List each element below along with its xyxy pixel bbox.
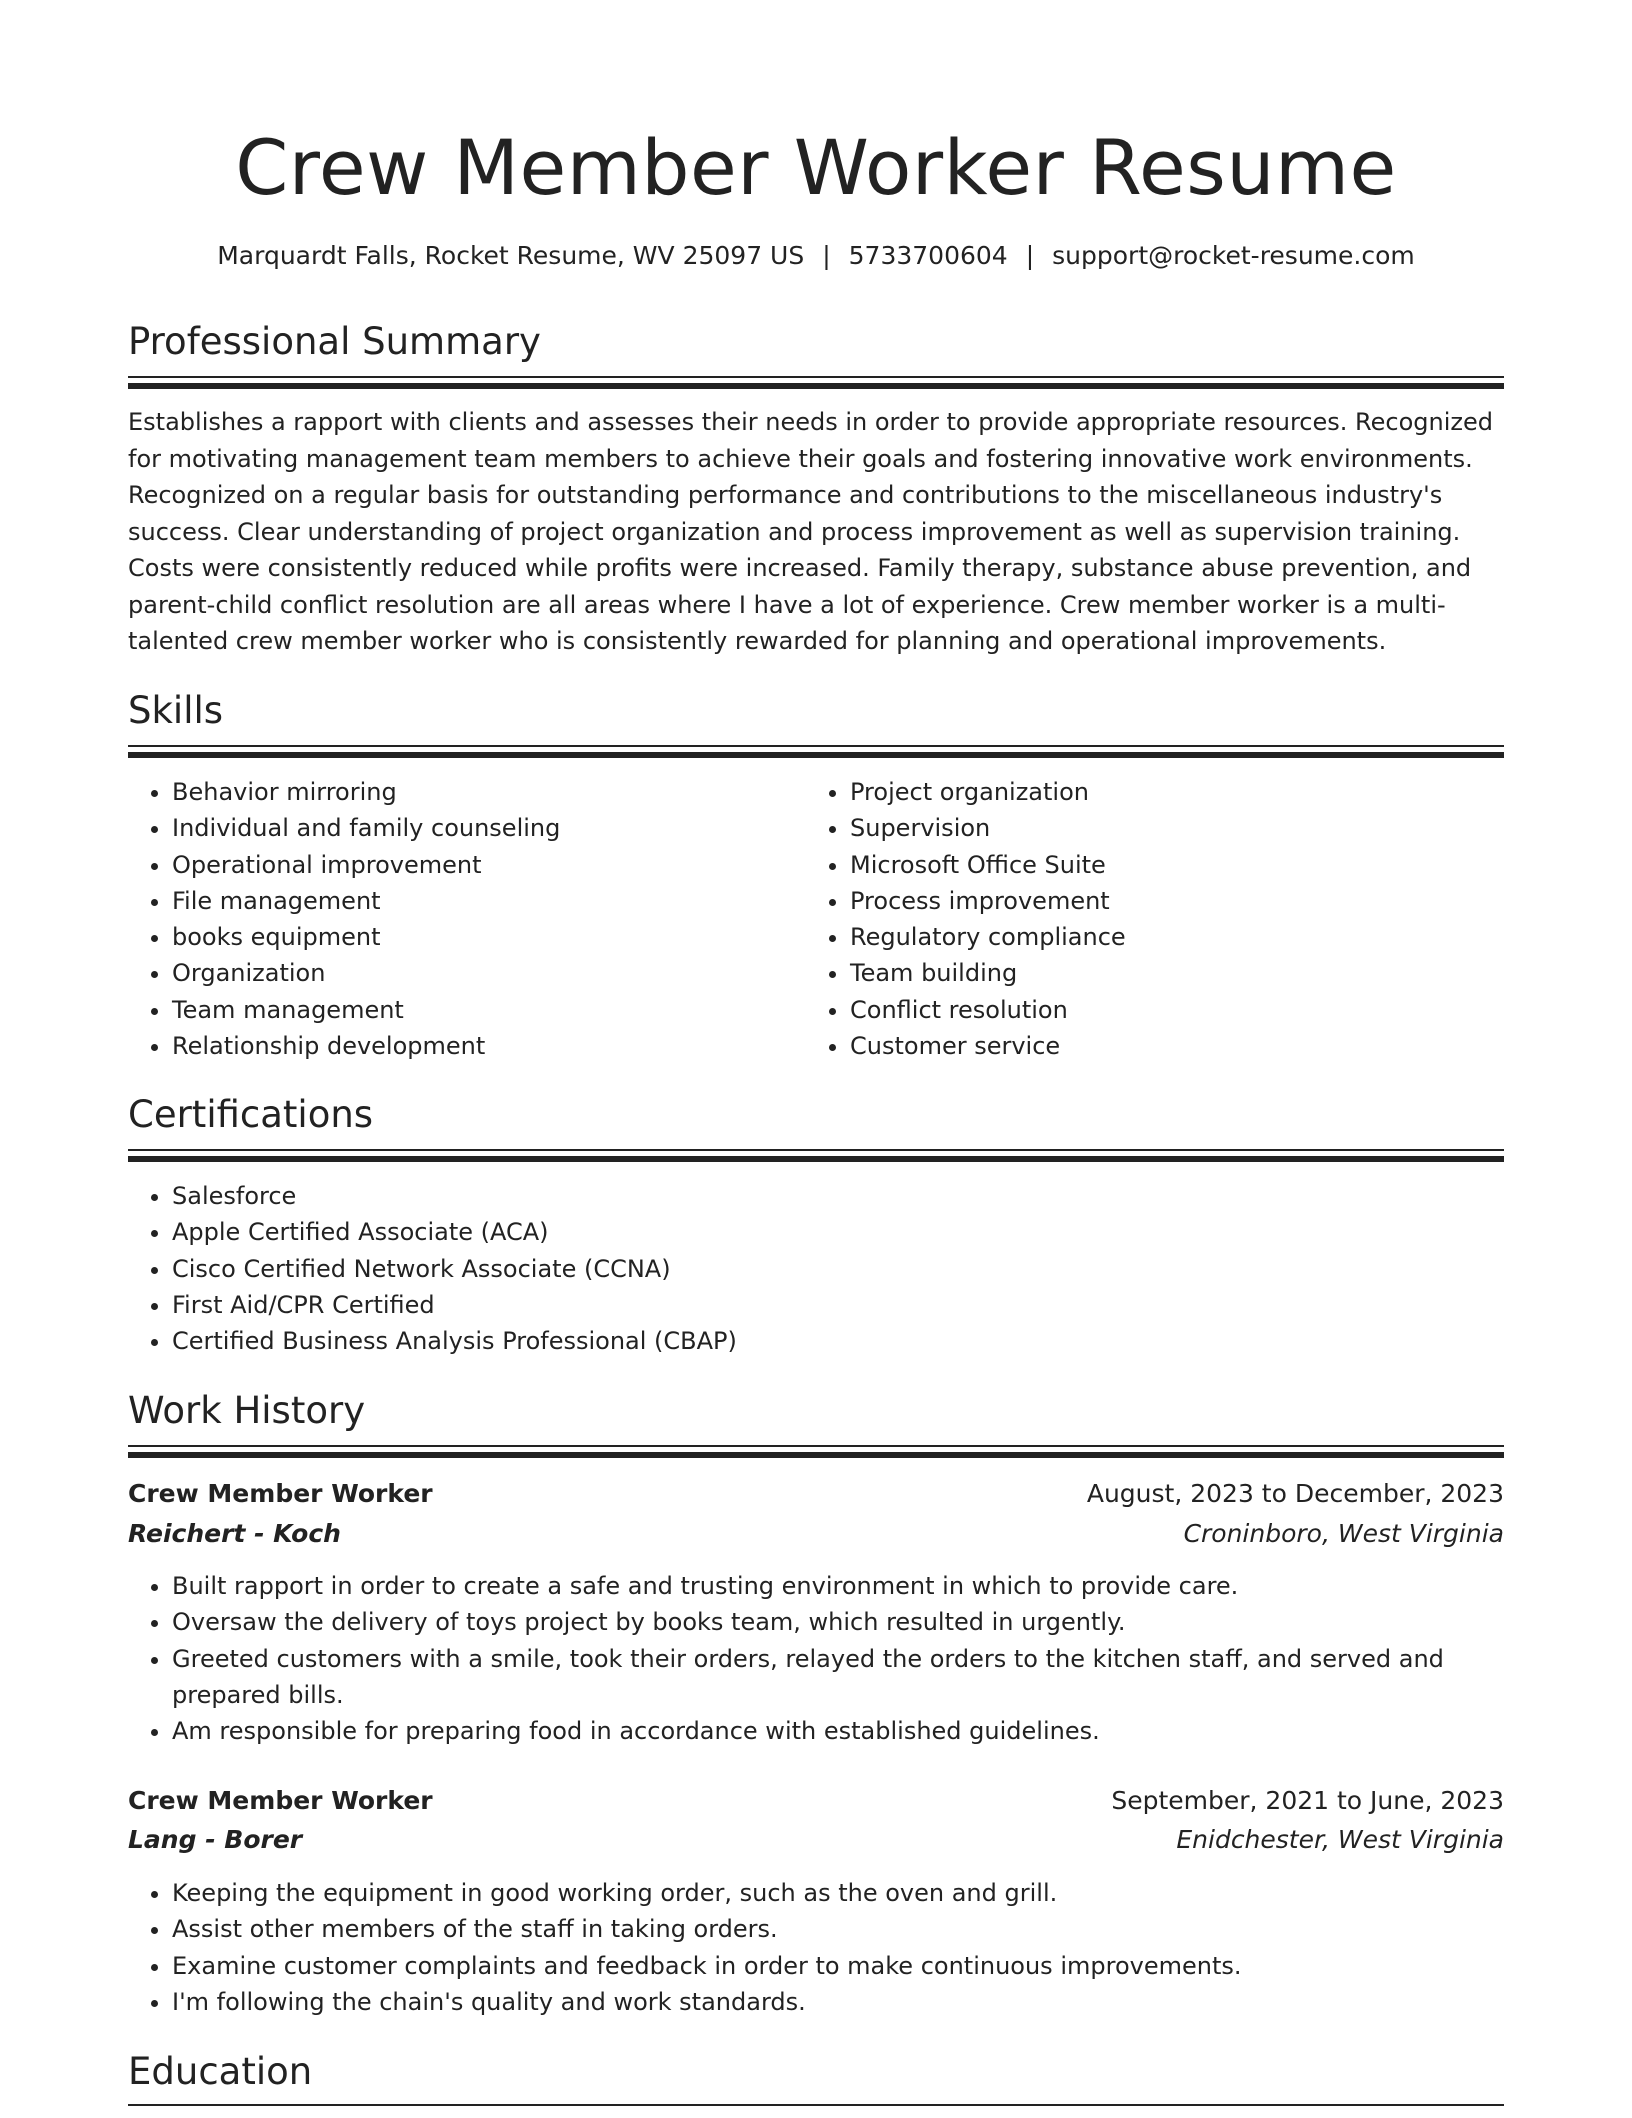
certification-item: • Apple Certified Associate (ACA) xyxy=(172,1214,1502,1250)
job-bullet: • Greeted customers with a smile, took their orders, relayed the orders to the kitchen staff, and served and prepared bills. xyxy=(172,1641,1504,1714)
skill-item: • Supervision xyxy=(850,810,1500,846)
skills-list-left xyxy=(128,774,802,1064)
contact-separator: | xyxy=(1025,241,1035,270)
contact-line xyxy=(128,236,1504,276)
skill-item: • Project organization xyxy=(850,774,1500,810)
job-bullets xyxy=(128,1568,1504,1749)
certification-item: • First Aid/CPR Certified xyxy=(172,1287,1502,1323)
job-title: Crew Member Worker xyxy=(128,1786,433,1815)
certifications-list xyxy=(128,1178,1502,1359)
skill-item: • Organization xyxy=(172,955,802,991)
skill-item: • Relationship development xyxy=(172,1028,802,1064)
section-divider xyxy=(128,1149,1504,1163)
contact-phone: 5733700604 xyxy=(848,241,1008,270)
job-bullet: • Assist other members of the staff in taking orders. xyxy=(172,1911,1504,1947)
skill-item: • books equipment xyxy=(172,919,802,955)
section-title-education: Education xyxy=(128,2050,313,2093)
skill-item: • Conflict resolution xyxy=(850,992,1500,1028)
summary-text: Establishes a rapport with clients and assesses their needs in order to provide appropriate resources. Recognized for motivating management team members to achieve their goals and fostering innovative work environments. Recognized on a regular basis for outstanding performance and contributions to the miscellaneous industry's success. Clear understanding of project organization and process improvement as well as supervision training. Costs were consistently reduced while profits were increased. Family therapy, substance abuse prevention, and parent-child conflict resolution are all areas where I have a lot of experience. Crew member worker is a multi-talented crew member worker who is consistently rewarded for planning and operational improvements. xyxy=(128,408,1493,655)
job-location: Croninboro, West Virginia xyxy=(1183,1519,1504,1548)
skill-item: • File management xyxy=(172,883,802,919)
skill-item: • Regulatory compliance xyxy=(850,919,1500,955)
job-dates: August, 2023 to December, 2023 xyxy=(1086,1479,1504,1508)
certification-item: • Cisco Certified Network Associate (CCNA) xyxy=(172,1251,1502,1287)
contact-separator: | xyxy=(822,241,831,270)
contact-email: support@rocket-resume.com xyxy=(1052,241,1415,270)
job-title: Crew Member Worker xyxy=(128,1479,433,1508)
job-company: Reichert - Koch xyxy=(128,1519,341,1548)
resume-title: Crew Member Worker Resume xyxy=(235,123,1397,212)
section-divider xyxy=(128,1445,1504,1459)
job-bullet: • Examine customer complaints and feedback in order to make continuous improvements. xyxy=(172,1948,1504,1984)
job-company: Lang - Borer xyxy=(128,1825,303,1854)
contact-address: Marquardt Falls, Rocket Resume, WV 25097 US xyxy=(217,241,805,270)
skill-item: • Process improvement xyxy=(850,883,1500,919)
skills-list-right xyxy=(806,774,1500,1064)
job-bullet: • I'm following the chain's quality and work standards. xyxy=(172,1984,1504,2020)
section-divider xyxy=(128,376,1504,390)
job-bullets xyxy=(128,1875,1504,2020)
certification-item: • Salesforce xyxy=(172,1178,1502,1214)
job-bullet: • Oversaw the delivery of toys project by books team, which resulted in urgently. xyxy=(172,1604,1504,1640)
job-bullet: • Keeping the equipment in good working order, such as the oven and grill. xyxy=(172,1875,1504,1911)
skill-item: • Behavior mirroring xyxy=(172,774,802,810)
section-title-work-history: Work History xyxy=(128,1389,366,1432)
skill-item: • Team management xyxy=(172,992,802,1028)
section-title-certifications: Certifications xyxy=(128,1093,374,1136)
certification-item: • Certified Business Analysis Professional (CBAP) xyxy=(172,1323,1502,1359)
job-dates: September, 2021 to June, 2023 xyxy=(1111,1786,1504,1815)
section-divider xyxy=(128,745,1504,759)
job-bullet: • Built rapport in order to create a safe and trusting environment in which to provide care. xyxy=(172,1568,1504,1604)
job-bullet: • Am responsible for preparing food in accordance with established guidelines. xyxy=(172,1713,1504,1749)
skill-item: • Operational improvement xyxy=(172,847,802,883)
job-location: Enidchester, West Virginia xyxy=(1176,1825,1504,1854)
section-divider xyxy=(128,2104,1504,2118)
skill-item: • Individual and family counseling xyxy=(172,810,802,846)
section-title-skills: Skills xyxy=(128,689,224,732)
skill-item: • Team building xyxy=(850,955,1500,991)
section-title-summary: Professional Summary xyxy=(128,320,541,363)
skill-item: • Customer service xyxy=(850,1028,1500,1064)
skill-item: • Microsoft Office Suite xyxy=(850,847,1500,883)
